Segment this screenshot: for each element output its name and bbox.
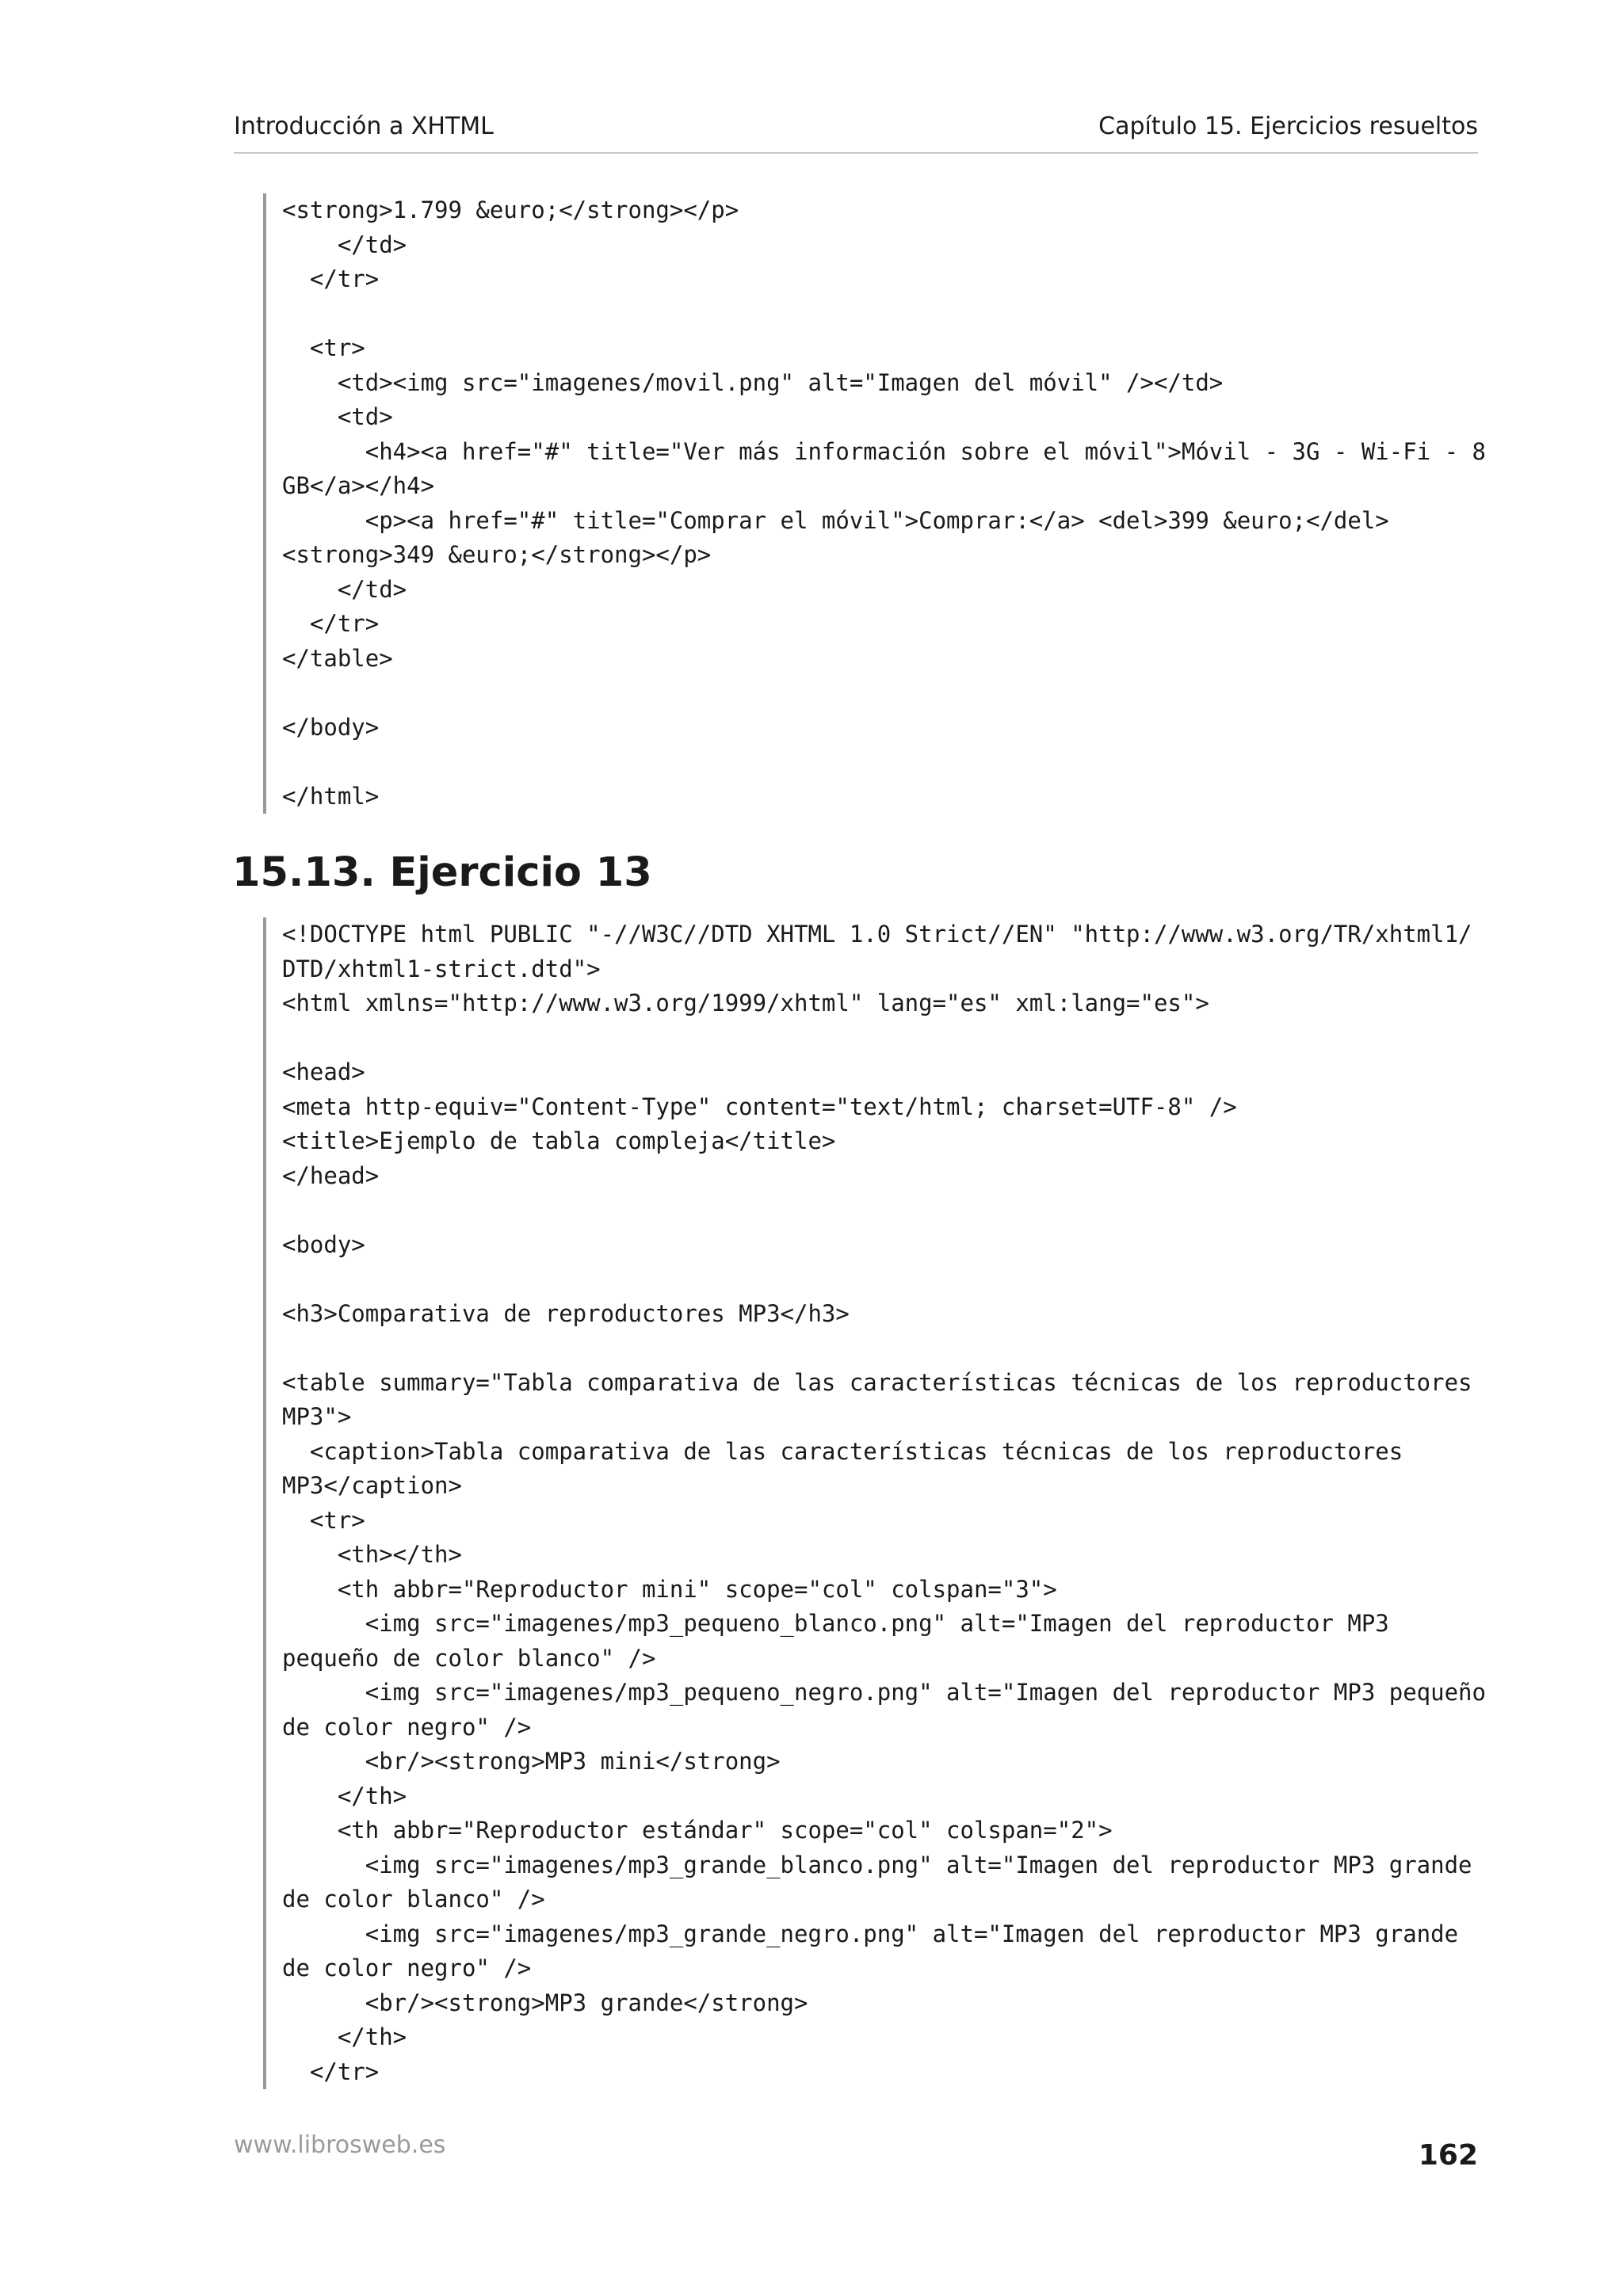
code-line: DTD/xhtml1-strict.dtd">	[282, 955, 601, 982]
code-line: <h3>Comparativa de reproductores MP3</h3>	[282, 1299, 850, 1327]
code-line: <img src="imagenes/mp3_pequeno_blanco.png" alt="Imagen del reproductor MP3	[282, 1610, 1389, 1637]
code-line	[282, 1331, 1518, 1366]
code-line	[282, 676, 1518, 711]
code-line: <p><a href="#" title="Comprar el móvil">Comprar:</a> <del>399 &euro;</del>	[282, 506, 1389, 534]
code-line: <td>	[282, 403, 393, 430]
code-line: </body>	[282, 713, 380, 741]
code-line: <head>	[282, 1058, 365, 1085]
code-line: </tr>	[282, 610, 380, 637]
code-line: <br/><strong>MP3 mini</strong>	[282, 1748, 781, 1775]
page-number: 162	[1418, 2139, 1478, 2172]
code-line	[282, 1021, 1518, 1056]
code-line	[282, 1193, 1518, 1228]
code-line	[282, 1262, 1518, 1297]
code-line: pequeño de color blanco" />	[282, 1644, 656, 1672]
code-line: MP3</caption>	[282, 1472, 462, 1499]
code-line: <caption>Tabla comparativa de las características técnicas de los reproductores	[282, 1437, 1403, 1465]
code-line: <th abbr="Reproductor estándar" scope="col" colspan="2">	[282, 1817, 1113, 1844]
code-line: de color negro" />	[282, 1955, 532, 1981]
code-line: </th>	[282, 1782, 407, 1810]
code-line: <table summary="Tabla comparativa de las características técnicas de los reproductores	[282, 1368, 1472, 1396]
section-heading: 15.13. Ejercicio 13	[232, 849, 652, 896]
footer-website: www.librosweb.es	[234, 2131, 446, 2159]
code-line: </html>	[282, 782, 380, 810]
code-block-continued	[263, 193, 1518, 814]
code-line: <body>	[282, 1230, 365, 1258]
code-line: </td>	[282, 231, 407, 258]
code-line: <strong>349 &euro;</strong></p>	[282, 541, 712, 568]
code-line: <tr>	[282, 1506, 365, 1534]
code-line: <td><img src="imagenes/movil.png" alt="Imagen del móvil" /></td>	[282, 368, 1224, 396]
code-line: <br/><strong>MP3 grande</strong>	[282, 1989, 808, 2016]
code-line: <strong>1.799 &euro;</strong></p>	[282, 196, 739, 223]
page-header	[234, 109, 1478, 154]
code-block-exercise-13	[263, 917, 1518, 2089]
code-line: <th></th>	[282, 1541, 462, 1568]
code-line: MP3">	[282, 1403, 352, 1430]
code-line: <img src="imagenes/mp3_grande_negro.png" alt="Imagen del reproductor MP3 grande	[282, 1920, 1459, 1947]
code-line: <img src="imagenes/mp3_pequeno_negro.png" alt="Imagen del reproductor MP3 pequeño	[282, 1679, 1486, 1706]
code-line: </td>	[282, 575, 407, 603]
code-line: <tr>	[282, 334, 365, 361]
code-line: de color blanco" />	[282, 1886, 545, 1913]
code-line	[282, 745, 1518, 780]
book-title: Introducción a XHTML	[234, 113, 494, 140]
code-line: GB</a></h4>	[282, 472, 435, 499]
chapter-title: Capítulo 15. Ejercicios resueltos	[1098, 113, 1478, 140]
code-line: <title>Ejemplo de tabla compleja</title>	[282, 1127, 836, 1154]
code-line: <meta http-equiv="Content-Type" content="text/html; charset=UTF-8" />	[282, 1093, 1237, 1120]
code-line: <th abbr="Reproductor mini" scope="col" colspan="3">	[282, 1575, 1057, 1603]
code-line	[282, 297, 1518, 332]
code-line: </tr>	[282, 2058, 380, 2085]
code-line: </th>	[282, 2023, 407, 2050]
code-line: <h4><a href="#" title="Ver más información sobre el móvil">Móvil - 3G - Wi-Fi - 8	[282, 437, 1486, 465]
code-line: </table>	[282, 644, 393, 672]
code-line: </head>	[282, 1161, 380, 1189]
code-line: <!DOCTYPE html PUBLIC "-//W3C//DTD XHTML 1.0 Strict//EN" "http://www.w3.org/TR/xhtml1/	[282, 921, 1472, 948]
code-line: <html xmlns="http://www.w3.org/1999/xhtml" lang="es" xml:lang="es">	[282, 990, 1209, 1016]
code-line: <img src="imagenes/mp3_grande_blanco.png" alt="Imagen del reproductor MP3 grande	[282, 1851, 1472, 1878]
code-line: de color negro" />	[282, 1713, 532, 1741]
code-line: </tr>	[282, 265, 380, 292]
